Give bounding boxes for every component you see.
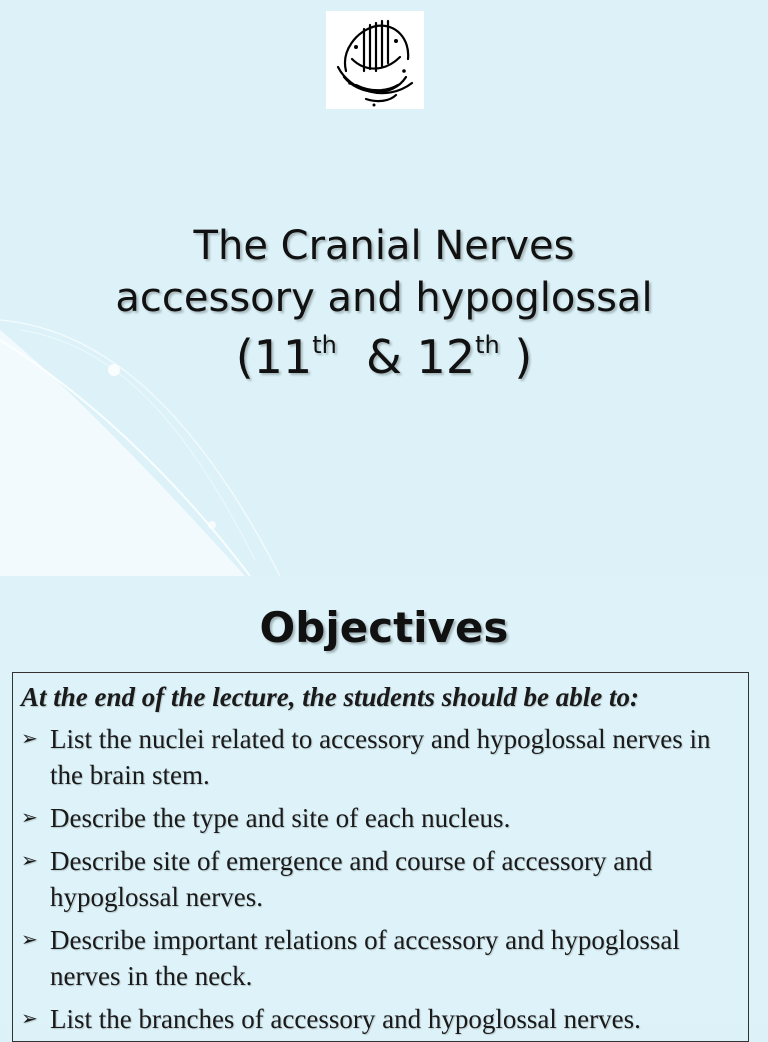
list-item-text: Describe the type and site of each nucleus. bbox=[50, 803, 511, 833]
list-item-text: Describe important relations of accessory and hypoglossal nerves in the neck. bbox=[50, 925, 680, 991]
objectives-box bbox=[12, 672, 749, 1042]
title-12: & 12 bbox=[336, 330, 476, 384]
list-item bbox=[13, 800, 748, 836]
list-item bbox=[13, 1001, 748, 1037]
arrowhead-bullet-icon: ➢ bbox=[21, 1008, 38, 1030]
arrowhead-bullet-icon: ➢ bbox=[21, 929, 38, 951]
title-sup-th-2: th bbox=[475, 331, 500, 359]
list-item bbox=[13, 922, 748, 994]
arrowhead-bullet-icon: ➢ bbox=[21, 728, 38, 750]
title-sup-th-1: th bbox=[312, 331, 337, 359]
calligraphy-logo-icon bbox=[326, 11, 424, 109]
list-item-text: List the branches of accessory and hypoglossal nerves. bbox=[50, 1004, 641, 1034]
title-11: (11 bbox=[235, 330, 313, 384]
list-item bbox=[13, 721, 748, 793]
title-line-2: accessory and hypoglossal bbox=[115, 275, 653, 321]
arrowhead-bullet-icon: ➢ bbox=[21, 850, 38, 872]
list-item-text: List the nuclei related to accessory and hypoglossal nerves in the brain stem. bbox=[50, 724, 711, 790]
title-line-3 bbox=[0, 330, 768, 384]
list-item-text: Describe site of emergence and course of accessory and hypoglossal nerves. bbox=[50, 846, 653, 912]
arrowhead-bullet-icon: ➢ bbox=[21, 807, 38, 829]
list-item bbox=[13, 843, 748, 915]
objectives-list bbox=[13, 721, 748, 1042]
title-close-paren: ) bbox=[499, 330, 533, 384]
objectives-heading: Objectives bbox=[259, 603, 509, 652]
objectives-intro: At the end of the lecture, the students should be able to: bbox=[21, 682, 640, 712]
title-line-1: The Cranial Nerves bbox=[193, 223, 575, 269]
